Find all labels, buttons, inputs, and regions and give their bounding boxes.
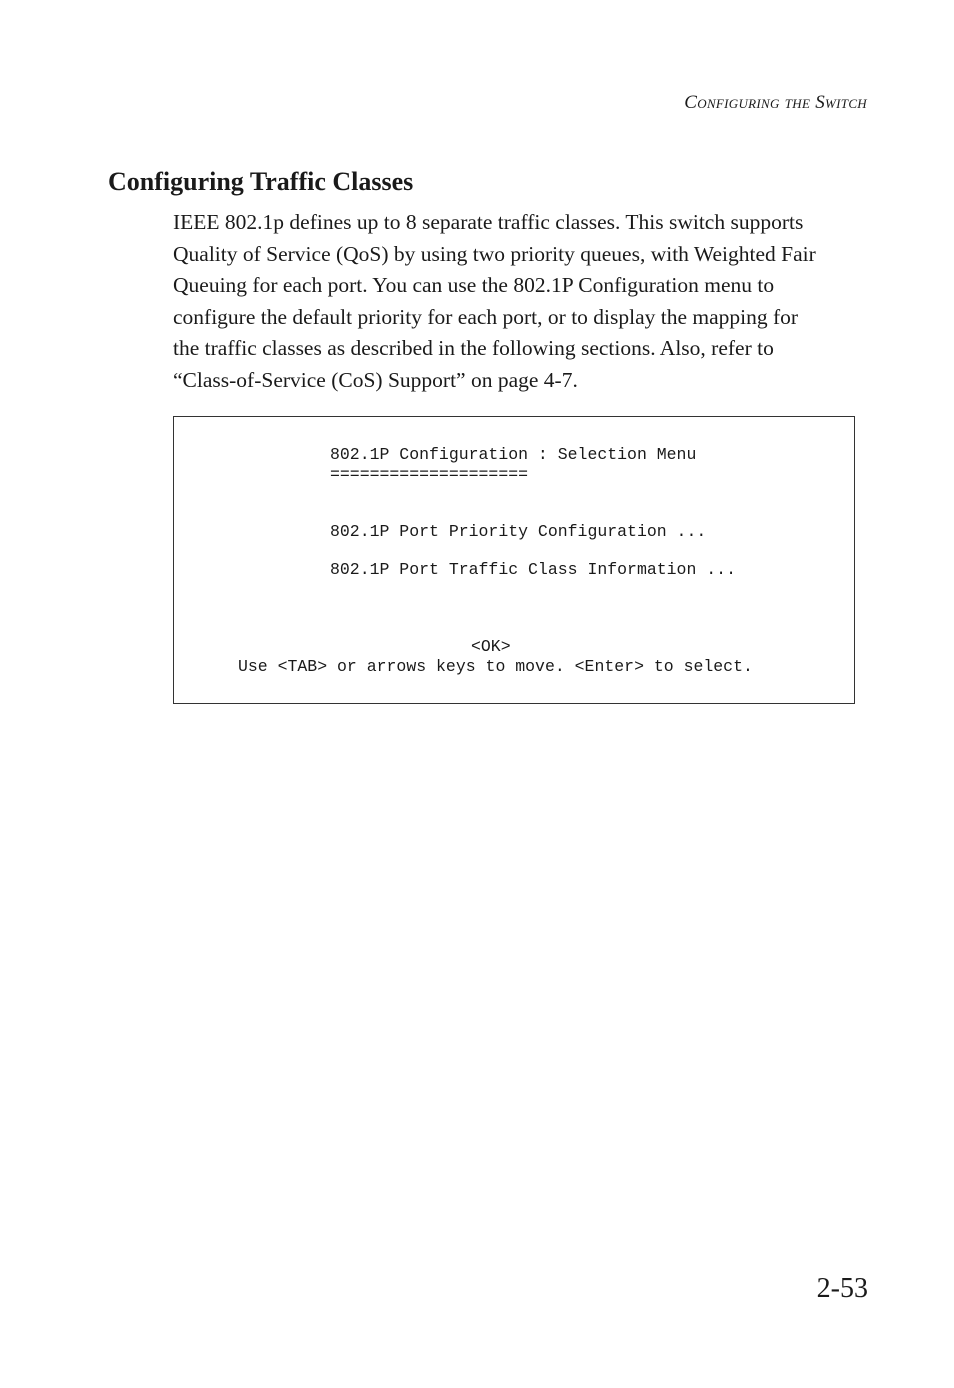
paragraph-line: configure the default priority for each port, or to display the mapping for bbox=[173, 304, 799, 329]
menu-title: 802.1P Configuration : Selection Menu bbox=[330, 445, 697, 464]
paragraph-line: IEEE 802.1p defines up to 8 separate traffic classes. This switch supports bbox=[173, 210, 804, 234]
navigation-help-text: Use <TAB> or arrows keys to move. <Enter> to select. bbox=[238, 657, 753, 676]
paragraph-line: Queuing for each port. You can use the 802.1P Configuration menu to bbox=[173, 273, 775, 297]
page-number: 2-53 bbox=[816, 1273, 868, 1304]
paragraph-line: the traffic classes as described in the following sections. Also, refer to bbox=[173, 336, 774, 360]
ok-button[interactable]: <OK> bbox=[471, 637, 511, 656]
body-paragraph bbox=[173, 207, 873, 396]
paragraph-line: Quality of Service (QoS) by using two priority queues, with Weighted Fair bbox=[173, 241, 816, 266]
section-title: Configuring Traffic Classes bbox=[108, 167, 414, 196]
menu-item-port-priority-configuration[interactable]: 802.1P Port Priority Configuration ... bbox=[330, 522, 707, 541]
menu-title-underline: ==================== bbox=[330, 465, 529, 484]
paragraph-line: “Class-of-Service (CoS) Support” on page 4-7. bbox=[173, 367, 578, 392]
terminal-screen bbox=[173, 416, 855, 704]
running-head: Configuring the Switch bbox=[684, 92, 867, 113]
menu-item-port-traffic-class-information[interactable]: 802.1P Port Traffic Class Information ... bbox=[330, 560, 736, 579]
